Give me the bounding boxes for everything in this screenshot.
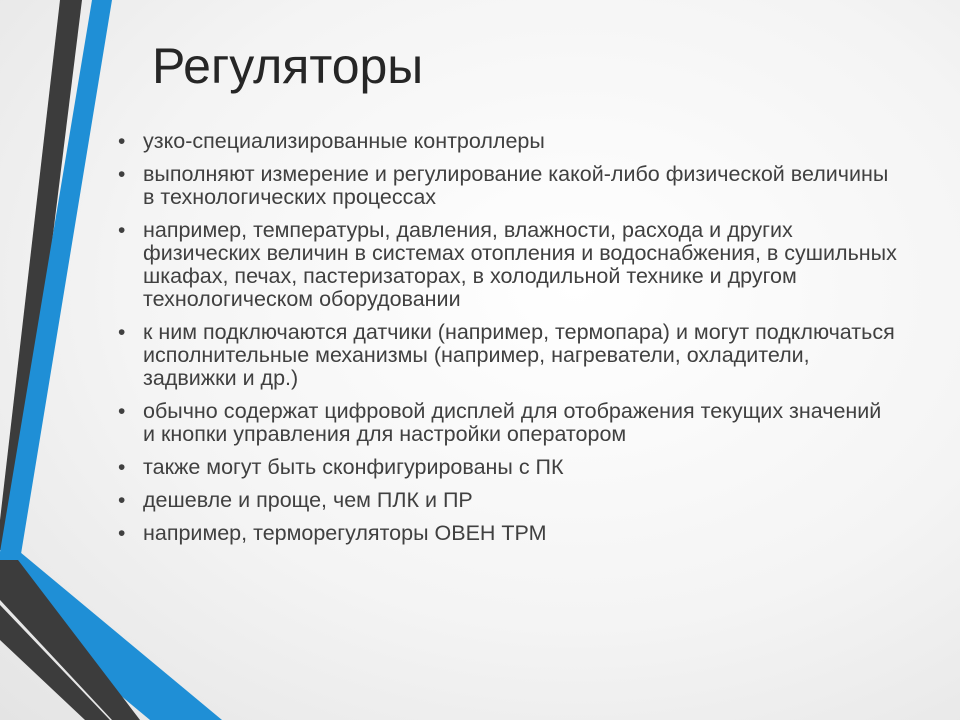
list-item bbox=[118, 489, 898, 512]
bullet-text: выполняют измерение и регулирование какой-либо физической величины в технологических процессах bbox=[143, 162, 889, 209]
list-item bbox=[118, 130, 898, 153]
bullet-icon: • bbox=[118, 456, 126, 479]
bullet-icon: • bbox=[118, 522, 126, 545]
bullet-text: например, температуры, давления, влажности, расхода и других физических величин в системах отопления и водоснабжения, в сушильных шкафах, печах, пастеризаторах, в холодильной технике и другом технологическом оборудовании bbox=[143, 218, 897, 311]
bullet-list bbox=[118, 130, 898, 555]
bullet-icon: • bbox=[118, 400, 126, 423]
bullet-text: например, терморегуляторы ОВЕН ТРМ bbox=[143, 521, 547, 545]
list-item bbox=[118, 400, 898, 446]
list-item bbox=[118, 163, 898, 209]
bullet-icon: • bbox=[118, 489, 126, 512]
bullet-text: узко-специализированные контроллеры bbox=[143, 129, 545, 153]
bullet-icon: • bbox=[118, 219, 126, 242]
bullet-text: обычно содержат цифровой дисплей для отображения текущих значений и кнопки управления для настройки оператором bbox=[143, 399, 882, 446]
bullet-text: к ним подключаются датчики (например, термопара) и могут подключаться исполнительные механизмы (например, нагреватели, охладители, задвижки и др.) bbox=[143, 320, 895, 390]
list-item bbox=[118, 456, 898, 479]
list-item bbox=[118, 219, 898, 311]
bullet-icon: • bbox=[118, 163, 126, 186]
dark-stripe-top bbox=[0, 0, 82, 550]
slide-title: Регуляторы bbox=[152, 38, 424, 94]
list-item bbox=[118, 321, 898, 390]
bullet-text: также могут быть сконфигурированы с ПК bbox=[143, 455, 564, 479]
list-item bbox=[118, 522, 898, 545]
bullet-text: дешевле и проще, чем ПЛК и ПР bbox=[143, 488, 473, 512]
bullet-icon: • bbox=[118, 321, 126, 344]
bullet-icon: • bbox=[118, 130, 126, 153]
